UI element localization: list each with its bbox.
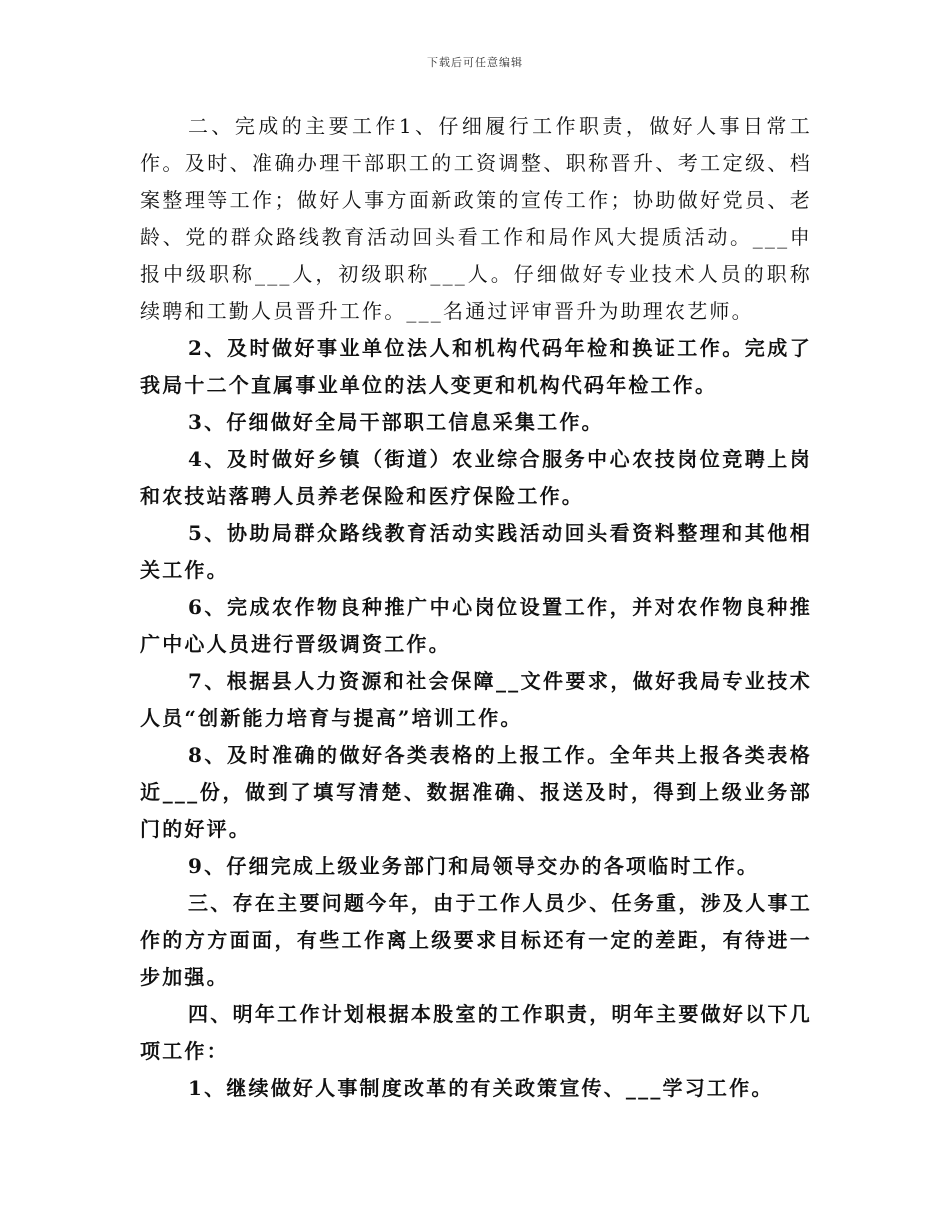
paragraph-item-4: 4、及时做好乡镇（街道）农业综合服务中心农技岗位竞聘上岗和农技站落聘人员养老保险和医疗保险工作。: [140, 447, 812, 508]
paragraph-section-four: 四、明年工作计划根据本股室的工作职责，明年主要做好以下几项工作：: [140, 1002, 812, 1063]
paragraph-item-8: 8、及时准确的做好各类表格的上报工作。全年共上报各类表格近___份，做到了填写清楚、数据准确、报送及时，得到上级业务部门的好评。: [140, 743, 812, 841]
paragraph-item-3: 3、仔细做好全局干部职工信息采集工作。: [188, 410, 604, 434]
paragraph-item-9: 9、仔细完成上级业务部门和局领导交办的各项临时工作。: [188, 854, 760, 878]
document-body: [140, 108, 812, 1107]
paragraph-item-7: 7、根据县人力资源和社会保障__文件要求，做好我局专业技术人员“创新能力培育与提高”培训工作。: [140, 669, 812, 730]
header-note: 下载后可任意编辑: [427, 56, 523, 69]
paragraph-item-5: 5、协助局群众路线教育活动实践活动回头看资料整理和其他相关工作。: [140, 521, 812, 582]
paragraph-plan-item-1: 1、继续做好人事制度改革的有关政策宣传、___学习工作。: [188, 1076, 774, 1100]
paragraph-section-two: 二、完成的主要工作1、仔细履行工作职责，做好人事日常工作。及时、准确办理干部职工的工资调整、职称晋升、考工定级、档案整理等工作；做好人事方面新政策的宣传工作；协助做好党员、老龄、党的群众路线教育活动回头看工作和局作风大提质活动。___申报中级职称___人，初级职称___人。仔细做好专业技术人员的职称续聘和工勤人员晋升工作。___名通过评审晋升为助理农艺师。: [140, 114, 812, 323]
paragraph-item-6: 6、完成农作物良种推广中心岗位设置工作，并对农作物良种推广中心人员进行晋级调资工作。: [140, 595, 812, 656]
paragraph-item-2: 2、及时做好事业单位法人和机构代码年检和换证工作。完成了我局十二个直属事业单位的法人变更和机构代码年检工作。: [140, 336, 812, 397]
paragraph-section-three: 三、存在主要问题今年，由于工作人员少、任务重，涉及人事工作的方方面面，有些工作离上级要求目标还有一定的差距，有待进一步加强。: [140, 891, 812, 989]
